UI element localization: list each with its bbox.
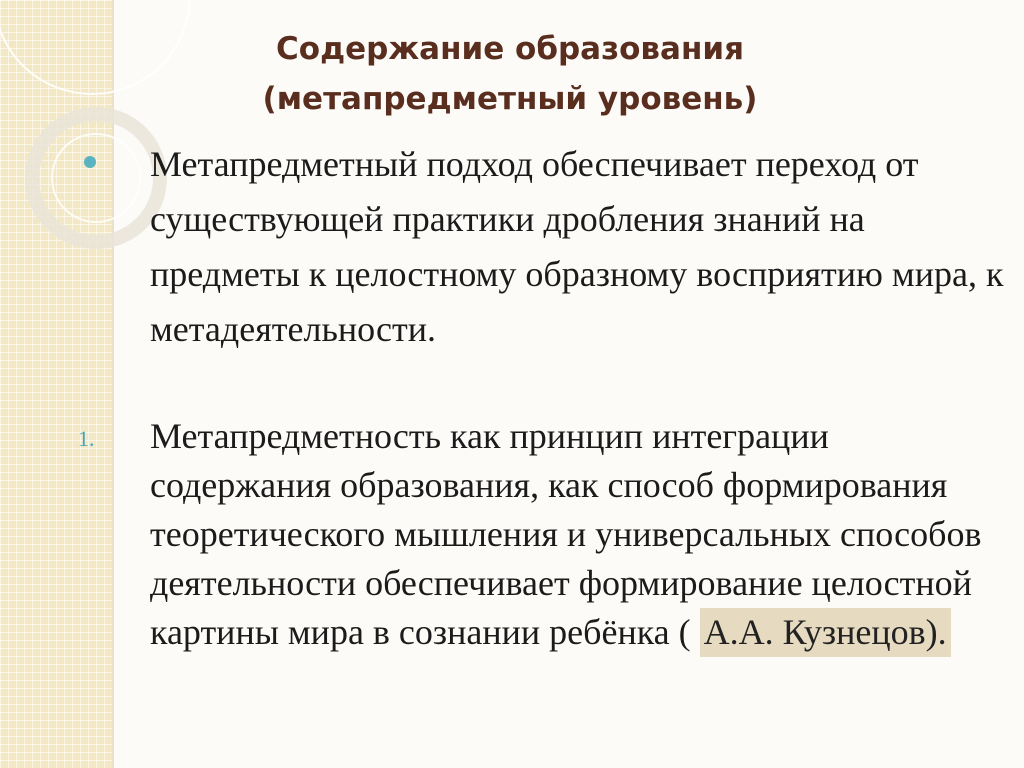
bullet-dot-icon — [84, 156, 96, 168]
numbered-item — [150, 412, 1010, 657]
slide-title — [150, 24, 870, 124]
title-line-1: Содержание образования — [276, 31, 744, 67]
title-line-2: (метапредметный уровень) — [262, 81, 758, 117]
author-citation: А.А. Кузнецов). — [700, 608, 951, 657]
bullet-item-text: Метапредметный подход обеспечивает переход от существующей практики дробления знаний на предметы к целостному образному восприятию мира, к метадеятельности. — [150, 144, 1004, 349]
list-number-marker: 1. — [78, 426, 95, 451]
inner-ring-outline — [52, 134, 140, 222]
numbered-item-text: Метапредметность как принцип интеграции содержания образования, как способ формирования теоретического мышления и универсальных способов деятельности обеспечивает формирование целостной картины мира в сознании ребёнка ( — [150, 416, 982, 652]
